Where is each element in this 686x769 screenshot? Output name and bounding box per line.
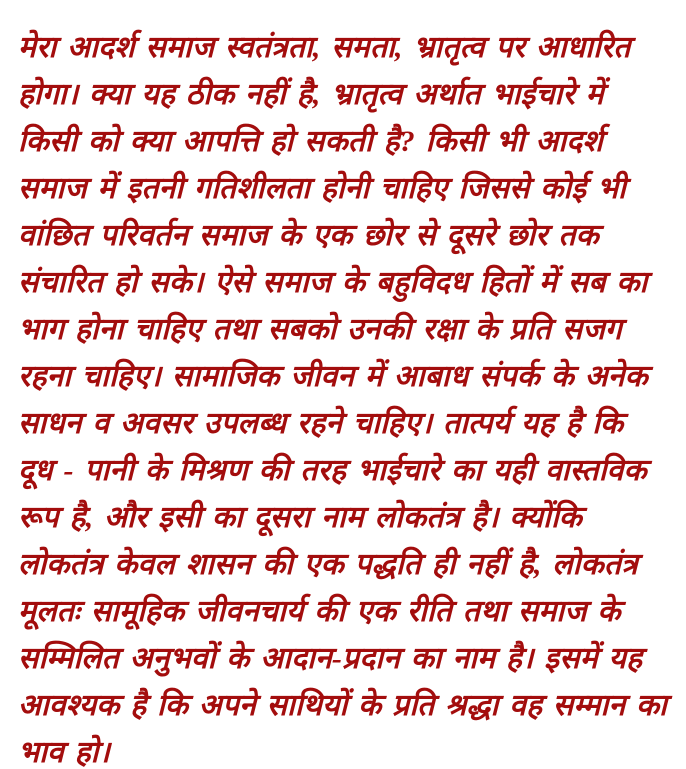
passage-body xyxy=(18,24,668,769)
paragraph: मेरा आदर्श समाज स्वतंत्रता, समता, भ्रातृत्व पर आधारित होगा। क्या यह ठीक नहीं है, भ्रातृत्व अर्थात भाईचारे में किसी को क्या आपत्ति हो सकती है? किसी भी आदर्श समाज में इतनी गतिशीलता होनी चाहिए जिससे कोई भी वांछित परिवर्तन समाज के एक छोर से दूसरे छोर तक संचारित हो सके। ऐसे समाज के बहुविदध हितों में सब का भाग होना चाहिए तथा सबको उनकी रक्षा के प्रति सजग रहना चाहिए। सामाजिक जीवन में आबाध संपर्क के अनेक साधन व अवसर उपलब्ध रहने चाहिए। तात्पर्य यह है कि दूध - पानी के मिश्रण की तरह भाईचारे का यही वास्तविक रूप है, और इसी का दूसरा नाम लोकतंत्र है। क्योंकि लोकतंत्र केवल शासन की एक पद्धति ही नहीं है, लोकतंत्र मूलतः सामूहिक जीवनचार्य की एक रीति तथा समाज के सम्मिलित अनुभवों के आदान-प्रदान का नाम है। इसमें यह आवश्यक है कि अपने साथियों के प्रति श्रद्धा वह सम्मान का भाव हो। xyxy=(18,31,668,769)
